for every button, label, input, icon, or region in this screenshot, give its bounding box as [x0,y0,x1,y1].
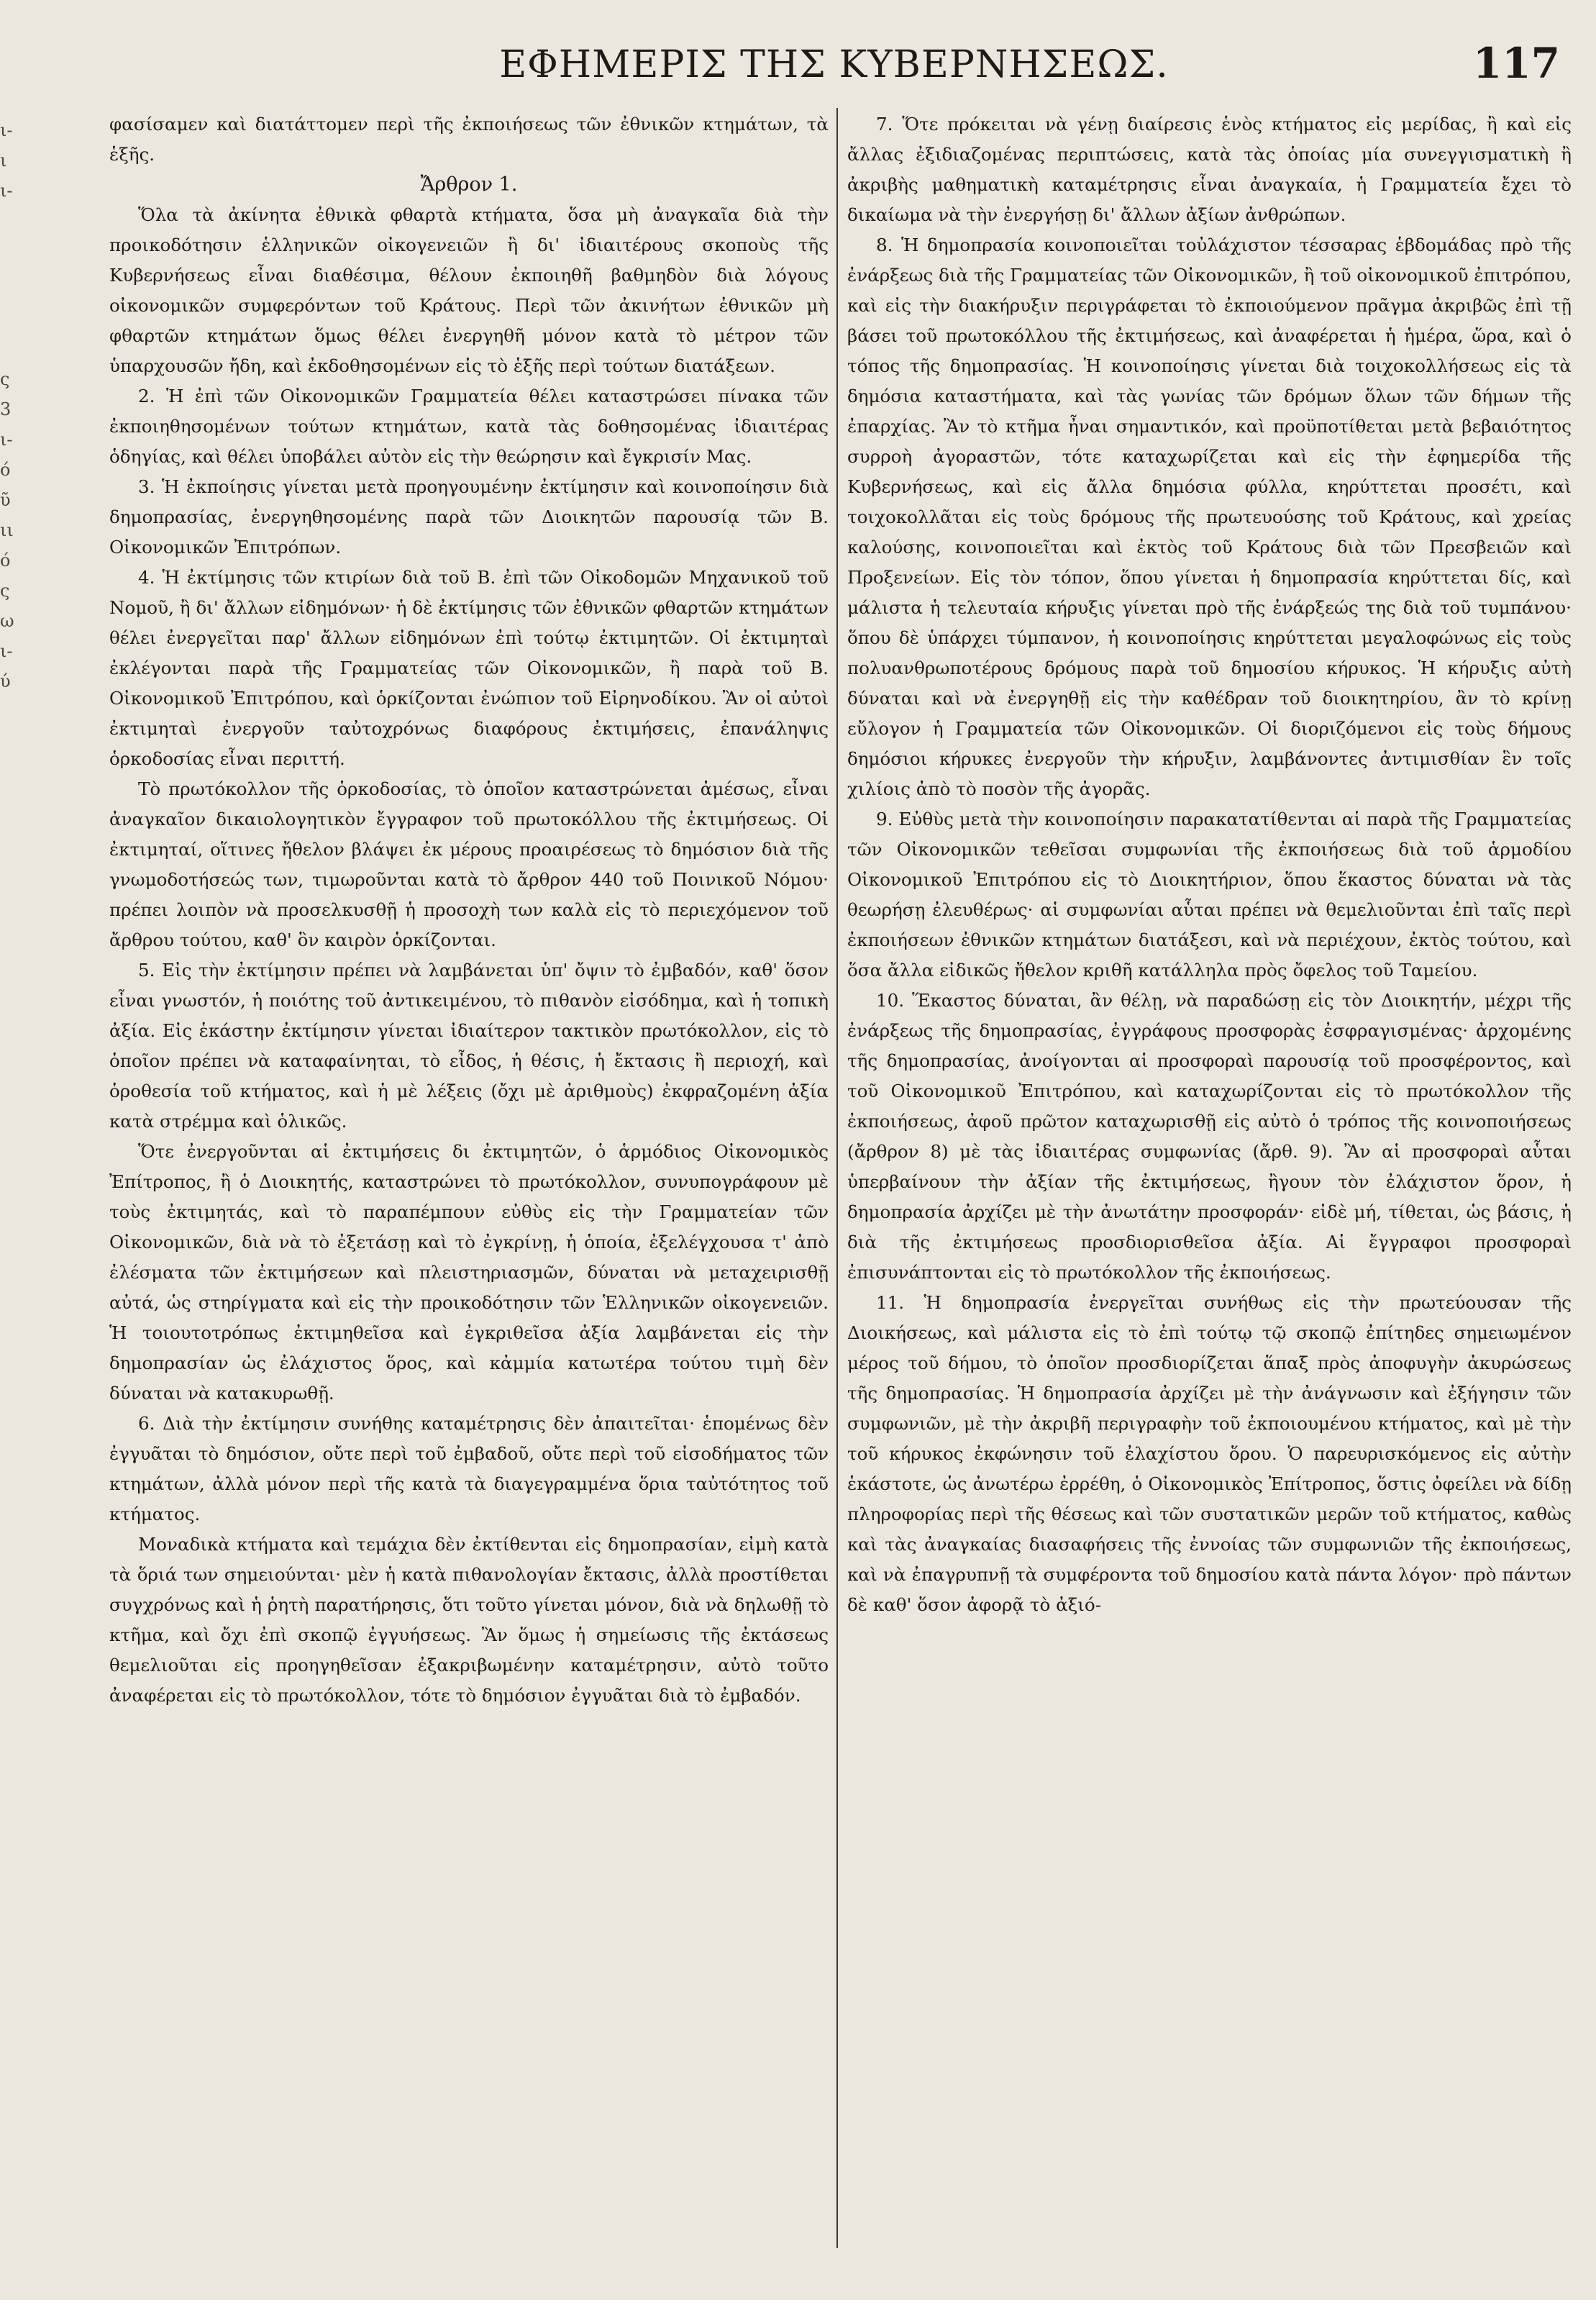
margin-letter: ό [0,460,11,480]
paragraph: Μοναδικὰ κτήματα καὶ τεμάχια δὲν ἐκτίθενται εἰς δημοπρασίαν, εἰμὴ κατὰ τὰ ὅριά των σημειούνται· μὲν ἡ κατὰ πιθανολογίαν ἔκτασις, ἀλλὰ προστίθεται συγχρόνως καὶ ἡ ῥητὴ παρατήρησις, ὅτι τοῦτο γίνεται μόνον, διὰ νὰ δηλωθῇ τὸ κτῆμα, καὶ ὄχι ἐπὶ σκοπῷ ἐγγυήσεως. Ἂν ὅμως ἡ σημείωσις τῆς ἐκτάσεως θεμελιοῦται εἰς προηγηθεῖσαν ἐξακριβωμένην καταμέτρησιν, αὐτὸ τοῦτο ἀναφέρεται εἰς τὸ πρωτόκολλον, τότε τὸ δημόσιον ἐγγυᾶται διὰ τὸ ἐμβαδόν. [109,1534,829,1706]
margin-letter: ύ [0,671,11,691]
margin-letter: ω [0,611,14,631]
margin-letter: ι [0,150,7,171]
margin-letter: ς [0,369,10,389]
paragraph: Ὅτε ἐνεργοῦνται αἱ ἐκτιμήσεις δι ἐκτιμητῶν, ὁ ἁρμόδιος Οἰκονομικὸς Ἐπίτροπος, ἢ ὁ Διοικητής, καταστρώνει τὸ πρωτόκολλον, συνυπογράφουν μὲ τοὺς ἐκτιμητάς, καὶ τὸ παραπέμπουν εὐθὺς εἰς τὴν Γραμματείαν τῶν Οἰκονομικῶν, διὰ νὰ τὸ ἐξετάσῃ καὶ τὸ ἐγκρίνῃ, ἡ ὁποία, ἐξελέγχουσα τ' ἀπὸ ἐλέσματα τῶν ἐκτιμήσεων καὶ πλειστηριασμῶν, δύναται νὰ μεταχειρισθῇ αὐτά, ὡς στηρίγματα καὶ εἰς τὴν προικοδότησιν τῶν Ἑλληνικῶν οἰκογενειῶν. Ἡ τοιουτοτρόπως ἐκτιμηθεῖσα καὶ ἐγκριθεῖσα ἀξία λαμβάνεται εἰς τὴν δημοπρασίαν ὡς ἐλάχιστος ὅρος, καὶ κἀμμία κατωτέρα τούτου τιμὴ δὲν δύναται νὰ κατακυρωθῇ. [109,1141,829,1404]
margin-letter: ῦ [0,490,11,510]
paragraph: 11. Ἡ δημοπρασία ἐνεργεῖται συνήθως εἰς τὴν πρωτεύουσαν τῆς Διοικήσεως, καὶ μάλιστα εἰς τὸ ἐπὶ τούτῳ τῷ σκοπῷ ἐπίτηδες σημειωμένον μέρος τοῦ δήμου, τὸ ὁποῖον προσδιορίζεται ἅπαξ πρὸς ἀποφυγὴν ἀκυρώσεως τῆς δημοπρασίας. Ἡ δημοπρασία ἀρχίζει μὲ τὴν ἀνάγνωσιν καὶ ἐξήγησιν τῶν συμφωνιῶν, μὲ τὴν ἀκριβῆ περιγραφὴν τοῦ ἐκποιουμένου κτήματος, καὶ μὲ τὴν τοῦ κήρυκος ἐκφώνησιν τοῦ ἐλαχίστου ὅρου. Ὁ παρευρισκόμενος εἰς αὐτὴν ἑκάστοτε, ὡς ἀνωτέρω ἐρρέθη, ὁ Οἰκονομικὸς Ἐπίτροπος, ὅστις ὀφείλει νὰ δίδῃ πληροφορίας περὶ τῆς θέσεως καὶ τῶν συστατικῶν μερῶν τοῦ κτήματος, καθὼς καὶ τὰς ἀναγκαίας διασαφήσεις τῆς ἐννοίας τῶν συμφωνιῶν τῆς ἐκποιήσεως, καὶ νὰ ἐπαγρυπνῇ τὰ συμφέροντα τοῦ δημοσίου κατὰ πάντα λόγον· πρὸ πάντων δὲ καθ' ὅσον ἀφορᾷ τὸ ἀξιό- [847,1292,1572,1615]
margin-letter: ι- [0,181,13,201]
margin-letter: 3 [0,399,12,419]
adjacent-page-margin [0,115,22,2156]
margin-letter: ι- [0,429,13,450]
paragraph: 3. Ἡ ἐκποίησις γίνεται μετὰ προηγουμένην ἐκτίμησιν καὶ κοινοποίησιν διὰ δημοπρασίας, ἐνεργηθησομένης παρὰ τῶν Διοικητῶν παρουσίᾳ τῶν Β. Οἰκονομικῶν Ἐπιτρόπων. [109,476,829,558]
paragraph: 4. Ἡ ἐκτίμησις τῶν κτιρίων διὰ τοῦ Β. ἐπὶ τῶν Οἰκοδομῶν Μηχανικοῦ τοῦ Νομοῦ, ἢ δι' ἄλλων εἰδημόνων· ἡ δὲ ἐκτίμησις τῶν ἐθνικῶν φθαρτῶν κτημάτων θέλει ἐνεργεῖται παρ' ἄλλων εἰδημόνων ἐπὶ τούτῳ ἐκτιμητῶν. Οἱ ἐκτιμηταὶ ἐκλέγονται παρὰ τῆς Γραμματείας τῶν Οἰκονομικῶν, ἢ παρὰ τοῦ Β. Οἰκονομικοῦ Ἐπιτρόπου, καὶ ὁρκίζονται ἐνώπιον τοῦ Εἰρηνοδίκου. Ἂν οἱ αὐτοὶ ἐκτιμηταὶ ἐνεργοῦν ταὐτοχρόνως διαφόρους ἐκτιμήσεις, ἐπανάληψις ὁρκοδοσίας εἶναι περιττή. [109,567,829,769]
paragraph: 6. Διὰ τὴν ἐκτίμησιν συνήθης καταμέτρησις δὲν ἀπαιτεῖται· ἑπομένως δὲν ἐγγυᾶται τὸ δημόσιον, οὔτε περὶ τοῦ ἐμβαδοῦ, οὔτε περὶ τοῦ εἰσοδήματος τῶν κτημάτων, ἀλλὰ μόνον περὶ τῆς κατὰ τὰ διαγεγραμμένα ὅρια ταὐτότητος τοῦ κτήματος. [109,1413,829,1524]
paragraph: 7. Ὅτε πρόκειται νὰ γένῃ διαίρεσις ἑνὸς κτήματος εἰς μερίδας, ἢ καὶ εἰς ἄλλας ἐξιδιαζομένας περιπτώσεις, κατὰ τὰς ὁποίας μία συνεγγισματικὴ ἢ ἀκριβὴς μαθηματικὴ καταμέτρησις εἶναι ἀναγκαία, ἡ Γραμματεία ἔχει τὸ δικαίωμα νὰ τὴν ἐνεργήσῃ δι' ἄλλων ἀξίων ἀνθρώπων. [847,114,1572,225]
paragraph: 5. Εἰς τὴν ἐκτίμησιν πρέπει νὰ λαμβάνεται ὑπ' ὄψιν τὸ ἐμβαδόν, καθ' ὅσον εἶναι γνωστόν, ἡ ποιότης τοῦ ἀντικειμένου, τὸ πιθανὸν εἰσόδημα, καὶ ἡ τοπικὴ ἀξία. Εἰς ἑκάστην ἐκτίμησιν γίνεται ἰδιαίτερον τακτικὸν πρωτόκολλον, εἰς τὸ ὁποῖον πρέπει νὰ καταφαίνηται, τὸ εἶδος, ἡ θέσις, ἡ ἔκτασις ἢ περιοχή, καὶ ὁροθεσία τοῦ κτήματος, καὶ ἡ μὲ λέξεις (ὄχι μὲ ἀριθμοὺς) ἐκφραζομένη ἀξία κατὰ στρέμμα καὶ ὁλικῶς. [109,960,829,1132]
margin-letter: ι- [0,120,13,140]
left-column [109,109,829,2255]
margin-letter: ιι [0,520,14,540]
page-header [108,37,1560,102]
paragraph: 2. Ἡ ἐπὶ τῶν Οἰκονομικῶν Γραμματεία θέλει καταστρώσει πίνακα τῶν ἐκποιηθησομένων τούτων κτημάτων, κατὰ τὰς δοθησομένας ἰδιαιτέρας ὁδηγίας, καὶ θέλει ὑποβάλει αὐτὸν εἰς τὴν θεώρησιν καὶ ἔγκρισίν Μας. [109,386,829,467]
running-title: ΕΦΗΜΕΡΙΣ ΤΗΣ ΚΥΒΕΡΝΗΣΕΩΣ. [499,43,1169,86]
intro-paragraph: φασίσαμεν καὶ διατάττομεν περὶ τῆς ἐκποιήσεως τῶν ἐθνικῶν κτημάτων, τὰ ἑξῆς. [109,114,829,165]
margin-letter: ό [0,550,11,571]
paragraph: 10. Ἕκαστος δύναται, ἂν θέλῃ, νὰ παραδώσῃ εἰς τὸν Διοικητήν, μέχρι τῆς ἐνάρξεως τῆς δημοπρασίας, ἐγγράφους προσφορὰς ἐσφραγισμένας· ἀρχομένης τῆς δημοπρασίας, ἀνοίγονται αἱ προσφοραὶ παρουσίᾳ τοῦ προσφέροντος, καὶ τοῦ Οἰκονομικοῦ Ἐπιτρόπου, καὶ καταχωρίζονται εἰς τὸ πρωτόκολλον τῆς ἐκποιήσεως, ἀφοῦ πρῶτον καταχωρισθῇ εἰς αὐτὸ ὁ τρόπος τῆς κοινοποιήσεως (ἄρθρον 8) μὲ τὰς ἰδιαιτέρας συμφωνίας (ἄρθ. 9). Ἂν αἱ προσφοραὶ αὗται ὑπερβαίνουν τὴν ἀξίαν τῆς ἐκτιμήσεως, ἢγουν τὸν ἐλάχιστον ὅρον, ἡ δημοπρασία ἀρχίζει μὲ τὴν ἀνωτάτην προσφοράν· εἰδὲ μή, τίθεται, ὡς βάσις, ἡ διὰ τῆς ἐκτιμήσεως προσδιορισθεῖσα ἀξία. Αἱ ἔγγραφοι προσφοραὶ ἐπισυνάπτονται εἰς τὸ πρωτόκολλον τῆς ἐκποιήσεως. [847,990,1572,1283]
right-column [847,109,1572,2255]
margin-letter: ς [0,581,10,601]
article-heading: Ἄρθρον 1. [420,173,518,196]
page-number: 117 [1472,39,1560,88]
paragraph: 9. Εὐθὺς μετὰ τὴν κοινοποίησιν παρακατατίθενται αἱ παρὰ τῆς Γραμματείας τῶν Οἰκονομικῶν τεθεῖσαι συμφωνίαι τῆς ἐκποιήσεως διὰ τοῦ ἁρμοδίου Οἰκονομικοῦ Ἐπιτρόπου εἰς τὸ Διοικητήριον, ὅπου ἕκαστος δύναται νὰ τὰς θεωρήσῃ ἐλευθέρως· αἱ συμφωνίαι αὗται πρέπει νὰ θεμελιοῦνται ἐπὶ ταῖς περὶ ἐκποιήσεων ἐθνικῶν κτημάτων διατάξεσι, καὶ νὰ περιέχουν, ἐκτὸς τούτου, καὶ ὅσα ἄλλα εἰδικῶς ἤθελον κριθῆ κατάλληλα πρὸς ὄφελος τοῦ Ταμείου. [847,809,1572,981]
paragraph: Τὸ πρωτόκολλον τῆς ὁρκοδοσίας, τὸ ὁποῖον καταστρώνεται ἀμέσως, εἶναι ἀναγκαῖον δικαιολογητικὸν ἔγγραφον τοῦ πρωτοκόλλου τῆς ἐκτιμήσεως. Οἱ ἐκτιμηταί, οἵτινες ἤθελον βλάψει ἐκ μέρους προαιρέσεως τὸ δημόσιον διὰ τῆς γνωμοδοτήσεώς των, τιμωροῦνται κατὰ τὸ ἄρθρον 440 τοῦ Ποινικοῦ Νόμου· πρέπει λοιπὸν νὰ προσελκυσθῇ ἡ προσοχὴ των καλὰ εἰς τὸ περιεχόμενον τοῦ ἄρθρου τούτου, καθ' ὃν καιρὸν ὁρκίζονται. [109,778,829,950]
paragraph: Ὅλα τὰ ἀκίνητα ἐθνικὰ φθαρτὰ κτήματα, ὅσα μὴ ἀναγκαῖα διὰ τὴν προικοδότησιν ἑλληνικῶν οἰκογενειῶν ἢ δι' ἰδιαιτέρους σκοποὺς τῆς Κυβερνήσεως εἶναι διαθέσιμα, θέλουν ἐκποιηθῆ βαθμηδὸν διὰ λόγους οἰκονομικῶν συμφερόντων τοῦ Κράτους. Περὶ τῶν ἀκινήτων ἐθνικῶν μὴ φθαρτῶν κτημάτων ὅμως θέλει ἐνεργηθῆ μόνον κατὰ τὸ μέτρον τῶν ὑπαρχουσῶν ἤδη, καὶ ἐκδοθησομένων εἰς τὸ ἑξῆς περὶ τούτων διατάξεων. [109,204,829,376]
margin-letter: ι- [0,641,13,661]
column-divider [836,108,838,2248]
paragraph: 8. Ἡ δημοπρασία κοινοποιεῖται τοὐλάχιστον τέσσαρας ἑβδομάδας πρὸ τῆς ἐνάρξεως διὰ τῆς Γραμματείας τῶν Οἰκονομικῶν, ἢ τοῦ οἰκονομικοῦ ἐπιτρόπου, καὶ εἰς τὴν διακήρυξιν περιγράφεται τὸ ἐκποιούμενον πρᾶγμα ἀκριβῶς ἐπὶ τῇ βάσει τοῦ πρωτοκόλλου τῆς ἐκτιμήσεως, καὶ ἀναφέρεται ἡ ἡμέρα, ὥρα, καὶ ὁ τόπος τῆς δημοπρασίας. Ἡ κοινοποίησις γίνεται διὰ τοιχοκολλήσεως εἰς τὰ δημόσια καταστήματα, καὶ τὰς γωνίας τῶν δρόμων ὅλων τῶν δήμων τῆς ἐπαρχίας. Ἂν τὸ κτῆμα ἦναι σημαντικόν, καὶ προϋποτίθεται μετὰ βεβαιότητος συρροὴ ἀγοραστῶν, τότε καταχωρίζεται καὶ εἰς τὴν ἐφημερίδα τῆς Κυβερνήσεως, καὶ εἰς ἄλλα δημόσια φύλλα, κηρύττεται προσέτι, καὶ τοιχοκολλᾶται εἰς τοὺς δρόμους τῆς πρωτευούσης τοῦ Κράτους, καὶ χρείας καλούσης, κοινοποιεῖται καὶ ἐκτὸς τοῦ Κράτους διὰ τῶν Πρεσβειῶν καὶ Προξενείων. Εἰς τὸν τόπον, ὅπου γίνεται ἡ δημοπρασία κηρύττεται δίς, καὶ μάλιστα ἡ τελευταία κήρυξις γίνεται πρὸ τῆς ἐνάρξεώς της διὰ τοῦ τυμπάνου· ὅπου δὲ ὑπάρχει τύμπανον, ἡ κοινοποίησις κηρύττεται μεγαλοφώνως εἰς τοὺς πολυανθρωποτέρους δρόμους παρὰ τοῦ δημοσίου κήρυκος. Ἡ κήρυξις αὐτὴ δύναται καὶ νὰ ἐνεργηθῇ εἰς τὴν καθέδραν τοῦ διοικητηρίου, ἂν τὸ κρίνῃ εὔλογον ἡ Γραμματεία τῶν Οἰκονομικῶν. Οἱ διοριζόμενοι εἰς τοὺς δήμους δημόσιοι κήρυκες ἐνεργοῦν τὴν κήρυξιν, λαμβάνοντες ἀντιμισθίαν ἓν τοῖς χιλίοις ἀπὸ τὸ ποσὸν τῆς ἀγορᾶς. [847,235,1572,799]
